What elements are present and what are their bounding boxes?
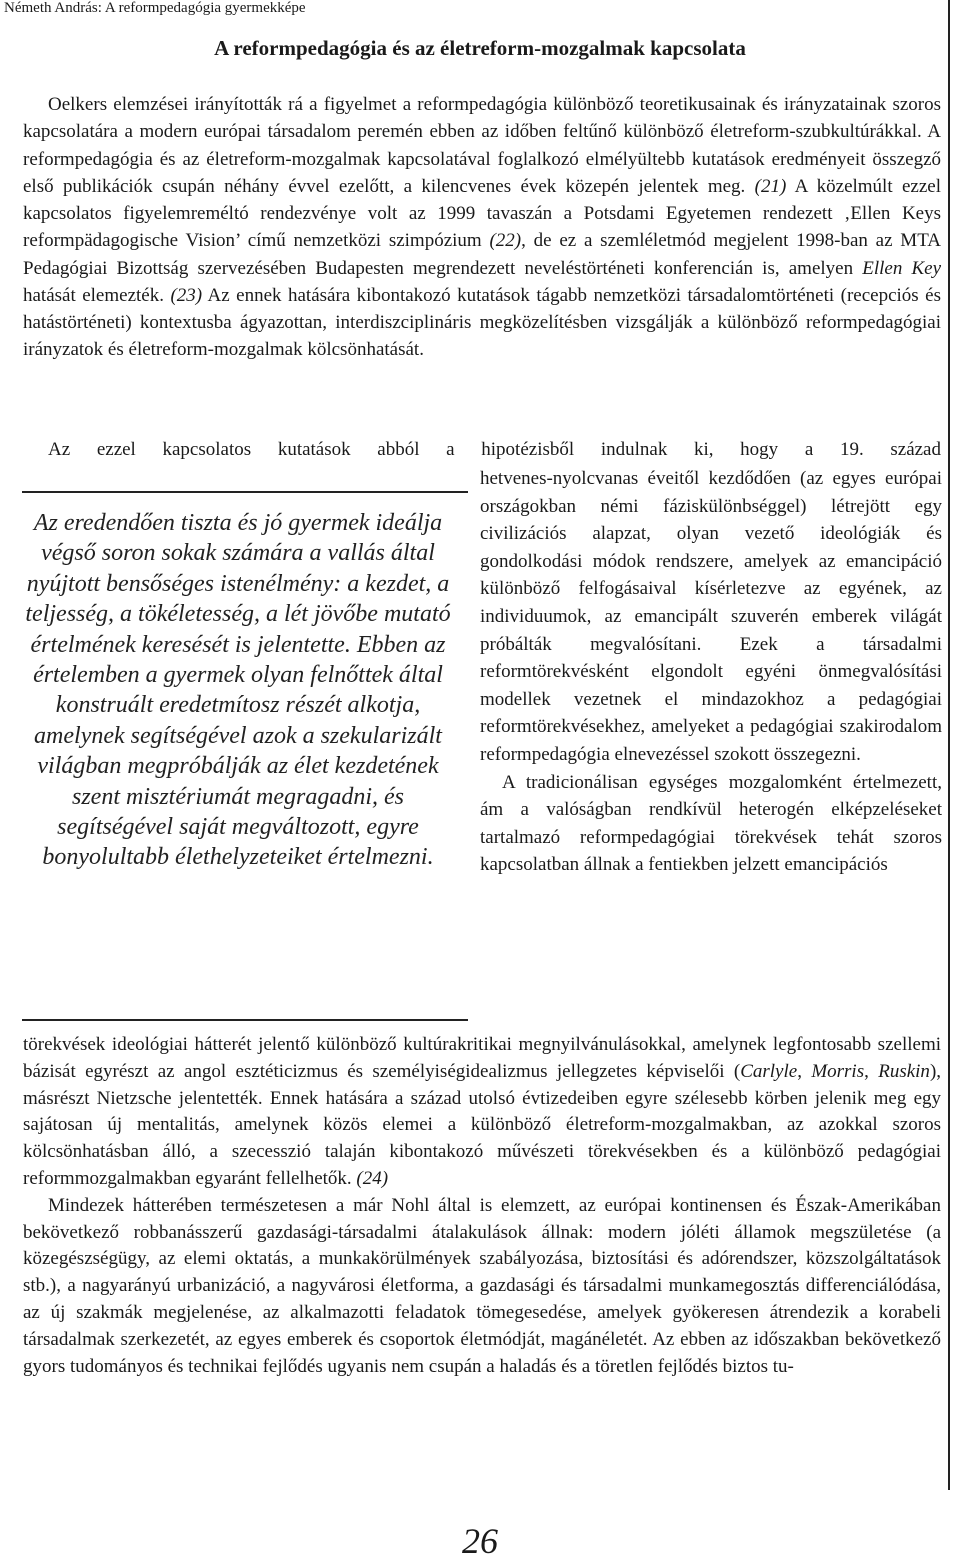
intro-text-e: Az ennek hatására kibontakozó kutatások tágabb nemzetközi társadalomtörténeti (recepciós és hatástörténeti) kontextusba ágyazottan, interdiszciplináris megközelítésben vizsgálják a különböző reformpedagógiai irányzatok és életreform-mozgalmak kölcsönhatását.	[23, 284, 941, 361]
page-number: 26	[462, 1521, 498, 1561]
bottom-paragraph-2: Mindezek hátterében természetesen a már Nohl által is elemzett, az európai kontinensen és Észak-Amerikában bekövetkező robbanásszerű gazdasági-társadalmi átalakulások állnak: modern jóléti államok megszületése (a közegészségügy, az elemi oktatás, a munkakörülmények szabályozása, biztosítási és adórendszer, közszolgáltatások stb.), a nagyarányú urbanizáció, a nagyvárosi életforma, a gazdasági és társadalmi munkamegosztás differenciálódása, az új szakmák megjelenése, az alkalmazotti feladatok tömegesedése, amelyek gyökeresen átrendezik a korabeli társadalmak szerkezetét, az egyes emberek és csoportok életmódját, magánéletét. Az ebben az időszakban bekövetkező gyors tudományos és technikai fejlődés ugyanis nem csupán a haladás és a töretlen fejlődés biztos tu-	[23, 1194, 941, 1377]
intro-paragraph	[23, 91, 941, 364]
name-morris: Morris	[811, 1060, 865, 1082]
section-title: A reformpedagógia és az életreform-mozgalmak kapcsolata	[214, 36, 746, 60]
right-column	[480, 465, 942, 879]
pullquote-top-rule	[22, 491, 468, 493]
footnote-ref-22: (22)	[489, 230, 522, 252]
column-paragraph-1: hetvenes-nyolcvanas éveitől kezdődően (az egyes európai országokban némi fáziskülönbséggel) létrejött egy civilizációs alapzat, olyan vezető ideológiák és gondolkodási módok rendszere, amelyek az emancipáció különböző felfogásaival kísérletezve az egyének, az individuumok, az emancipált szuverén emberek világát próbálták megvalósítani. Ezek a társadalmi reformtörekvésként elgondolt egyéni önmegvalósítási modellek vezetnek el mindazokhoz a pedagógiai reformtörekvésekhez, amelyeket a pedagógiai szakirodalom reformpedagógia elnevezéssel szokott összegezni.	[480, 468, 942, 765]
bottom-text-a: törekvések ideológiai hátterét jelentő különböző kultúrakritikai megnyilvánulásokkal, amelynek legfontosabb szellemi bázisát egyrészt az angol esztéticizmus és személyiségidealizmus jellegzetes képviselői (	[23, 1034, 941, 1082]
name-ruskin: Ruskin	[878, 1060, 930, 1082]
intro-text-c: , de ez a szemléletmód megjelent 1998-ban az MTA Pedagógiai Bizottság szervezésében Budapesten megrendezett neveléstörténeti konferencián is, amelyen	[23, 230, 941, 279]
intro-text-a: Oelkers elemzései irányították rá a figyelmet a reformpedagógia különböző teoretikusainak és irányzatainak szoros kapcsolatára a modern európai társadalom peremén ebben az időben feltűnő különböző életreform-szubkultúrákkal. A reformpedagógia és az életreform-mozgalmak kapcsolatával foglalkozó elmélyültebb kutatások eredményeit összegző első publikációk csupán néhány évvel ezelőtt, a kilencvenes évek közepén jelentek meg.	[23, 94, 941, 197]
bottom-text	[23, 1032, 941, 1380]
footnote-ref-23: (23)	[170, 284, 203, 306]
footnote-ref-21: (21)	[754, 175, 787, 197]
column-paragraph-2: A tradicionálisan egységes mozgalomként értelmezett, ám a valóságban rendkívül heterogén elképzeléseket tartalmazó reformpedagógiai törekvések tehát szoros kapcsolatban állnak a fentiekben jelzett emancipációs	[480, 771, 942, 876]
ellen-key-name: Ellen Key	[862, 257, 942, 279]
pullquote-bottom-rule	[22, 1019, 468, 1021]
right-margin-rule	[948, 0, 950, 1490]
sep-2: ,	[864, 1060, 879, 1082]
running-head: Németh András: A reformpedagógia gyermekképe	[4, 0, 306, 16]
name-carlyle: Carlyle	[740, 1060, 798, 1082]
paragraph-2-first-line: Az ezzel kapcsolatos kutatások abból a hipotézisből indulnak ki, hogy a 19. század	[48, 439, 941, 460]
pullquote: Az eredendően tiszta és jó gyermek ideálja végső soron sokak számára a vallás által nyújtott bensőséges istenélmény: a kezdet, a teljesség, a tökéletesség, a lét jövőbe mutató értelmének keresését is jelentette. Ebben az értelemben a gyermek olyan felnőttek által konstruált eredetmítosz részét alkotja, amelynek segítségével azok a szekularizált világban megpróbálják az élet kezdetének szent misztériumát megragadni, és segítségével saját megváltozott, egyre bonyolultabb élethelyzeteiket értelmezni.	[25, 510, 451, 871]
sep-1: ,	[797, 1060, 812, 1082]
footnote-ref-24: (24)	[356, 1167, 389, 1189]
intro-text-d: hatását elemezték.	[23, 284, 171, 306]
bottom-text-b: ), másrészt Nietzsche jelentették. Ennek hatására a század utolsó évtizedeiben egyre szélesebb körben jelenik meg egy sajátosan új mentalitás, amelynek közös elemei a különböző életreform-mozgalmakban, az azokkal szoros kölcsönhatásban álló, a szecesszió talaján kibontakozó művészeti törekvésekben és a különböző pedagógiai reformmozgalmakban egyaránt fellelhetők.	[23, 1060, 942, 1189]
intro-text-b: A közelmúlt ezzel kapcsolatos figyelemreméltó rendezvénye volt az 1999 tavaszán a Potsdami Egyetemen rendezett ‚Ellen Keys reformpädagogische Vision’ című nemzetközi szimpózium	[23, 175, 941, 252]
